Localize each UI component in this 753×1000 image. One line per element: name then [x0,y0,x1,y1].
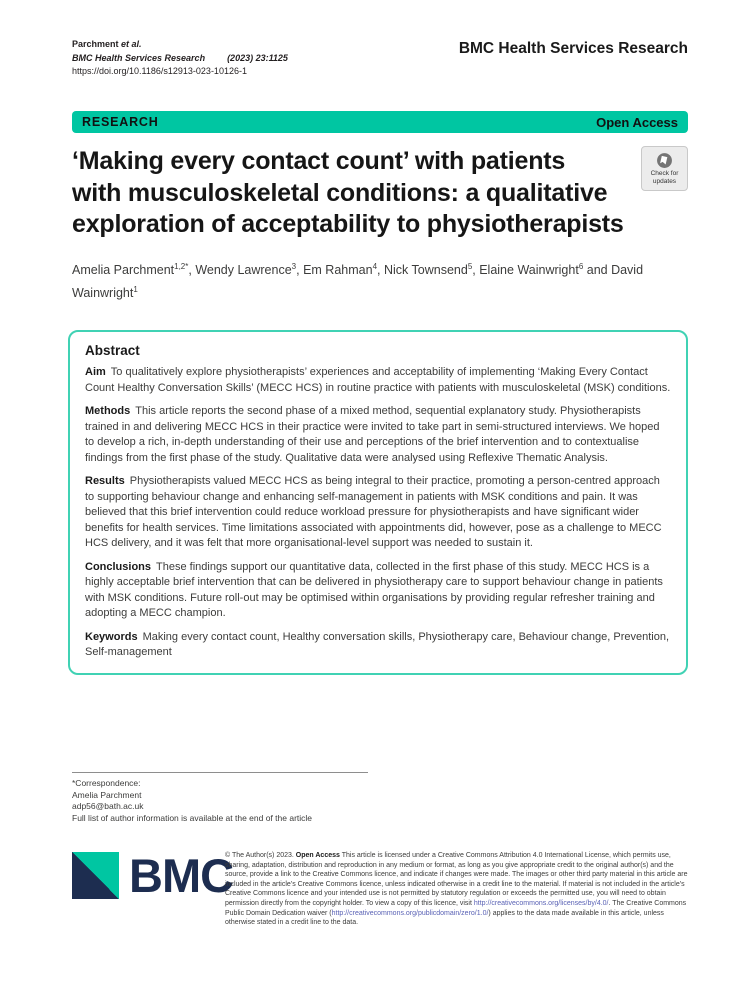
article-title-line3: exploration of acceptability to physiotherapists [72,210,624,238]
correspondence-email[interactable]: adp56@bath.ac.uk [72,801,144,811]
section-text: To qualitatively explore physiotherapists’ experiences and acceptability of implementing ‘Making Every Contact Count Healthy Conversation Skills’ (MECC HCS) in routine practice with patients with musculoskeletal (MSK) conditions. [85,366,671,394]
citation-journal: BMC Health Services Research [72,52,206,63]
waiver-url-link[interactable]: http://creativecommons.org/publicdomain/zero/1.0/ [331,909,489,917]
article-title [72,146,688,241]
abstract-conclusions [85,560,671,622]
author-affiliation-sup: 1,2* [174,262,189,271]
author [384,263,479,277]
author-affiliation-sup: 3 [291,262,297,271]
open-access-bold: Open Access [295,852,340,859]
title-block [72,146,688,241]
section-label: Methods [85,405,131,417]
author-list [72,257,672,303]
citation-authors: Parchment [72,39,122,49]
author-separator: , [296,263,304,278]
author-name: Em Rahman [303,263,373,278]
check-for-updates-badge[interactable] [641,146,688,191]
bmc-logo [72,849,234,902]
citation-authors-line [72,38,288,52]
article-type-banner [72,111,688,133]
license-text-2: . The Creative Commons Public Domain Dedication waiver ( [225,899,687,917]
citation-header [72,38,288,79]
copyright-prefix: © The Author(s) 2023. [225,852,296,859]
author-name: David Wainwright [72,263,644,301]
abstract-results [85,474,671,552]
author-name: Amelia Parchment [72,263,175,278]
citation-etal: et al. [121,39,142,49]
citation-issue: (2023) 23:1125 [227,52,288,63]
author-name: Elaine Wainwright [479,263,579,278]
author-separator: , [472,263,480,278]
license-url-link[interactable]: http://creativecommons.org/licenses/by/4.0/ [473,899,609,907]
article-title-line2: with musculoskeletal conditions: a qualitative [72,178,608,207]
check-badge-line1: Check for [650,170,679,177]
correspondence-note: Full list of author information is available at the end of the article [72,812,313,823]
abstract-methods [85,404,671,466]
license-text-1: This article is licensed under a Creative Commons Attribution 4.0 International License, which permits use, sharing, adaptation, distribution and reproduction in any medium or format, as long as you give appropriate credit to the original author(s) and the source, provide a link to the Creative Commons licence, and indicate if changes were made. The images or other third party material in this article are included in the article’s Creative Commons licence, unless indicated otherwise in a credit line to the material. If material is not included in the article’s Creative Commons licence and your intended use is not permitted by statutory regulation or exceeds the permitted use, you will need to obtain permission directly from the copyright holder. To view a copy of this licence, visit [225,852,688,907]
author-separator: , [188,263,196,278]
doi-link[interactable]: https://doi.org/10.1186/s12913-023-10126-1 [72,66,247,76]
author [303,263,384,277]
author-affiliation-sup: 4 [372,262,378,271]
check-badge-line2: updates [652,177,677,185]
abstract-keywords [85,630,671,661]
section-label: Results [85,475,125,487]
footnote-rule [72,772,368,773]
abstract-aim [85,365,671,396]
correspondence-label: *Correspondence: [72,778,141,788]
section-label: Aim [85,366,106,378]
author-affiliation-sup: 1 [133,285,138,295]
journal-name: BMC Health Services Research [458,40,688,57]
correspondence-name: Amelia Parchment [72,789,142,800]
section-text: Making every contact count, Healthy conversation skills, Physiotherapy care, Behaviour change, Prevention, Self-management [85,630,670,658]
bmc-logo-text: BMC [129,849,234,902]
section-label: Conclusions [85,560,152,573]
author-name: Nick Townsend [383,263,468,278]
license-statement [225,851,689,928]
author [479,263,611,277]
author-affiliation-sup: 6 [578,262,584,271]
section-label: Keywords [85,630,138,643]
section-text: These findings support our quantitative data, collected in the first phase of this study. MECC HCS is a highly acceptable brief intervention that can be delivered in physiotherapy care to support behaviour change in patients with MSK conditions. Future roll-out may be optimised within organisations by providing regular refresher training and adopting a MECC champion. [85,560,663,619]
bmc-logo-icon [72,852,119,899]
author-affiliation-sup: 5 [467,262,473,271]
author-separator: and [583,263,612,278]
citation-journal-line [72,52,288,66]
author-name: Wendy Lawrence [195,263,292,278]
section-text: Physiotherapists valued MECC HCS as being integral to their practice, promoting a person-centred approach to supporting behaviour change and enhancing self-management in patients with MSK conditions and pain. It was believed that this brief intervention could reduce workload pressure for physiotherapists and have significant wider benefits for health services. Time limitations associated with appointments did, however, pose as a challenge to MECC HCS delivery, and it was felt that more organisational-level support was needed to sustain it. [85,475,662,549]
abstract-box [68,330,688,675]
article-title-line1: ‘Making every contact count’ with patients [72,147,566,175]
check-badge-text [651,170,679,185]
article-type-label: RESEARCH [82,115,159,129]
crossmark-circle-icon [656,152,673,169]
correspondence-block [72,772,492,824]
open-access-label: Open Access [596,114,678,130]
abstract-heading: Abstract [85,343,140,358]
license-text-3: ) applies to the data made available in this article, unless otherwise stated in a credit line to the data. [225,909,664,927]
author-separator: , [377,263,384,278]
author [195,263,303,277]
section-text: This article reports the second phase of a mixed method, sequential explanatory study. Physiotherapists trained in and delivering MECC HCS in their practice were invited to take part in semi-structured interviews. We hoped to develop a rich, in-depth understanding of their use and perceptions of the brief intervention and to contextualise findings from the first phase of the study. Qualitative data were analysed using Reflexive Thematic Analysis. [85,405,660,464]
author [72,263,195,277]
